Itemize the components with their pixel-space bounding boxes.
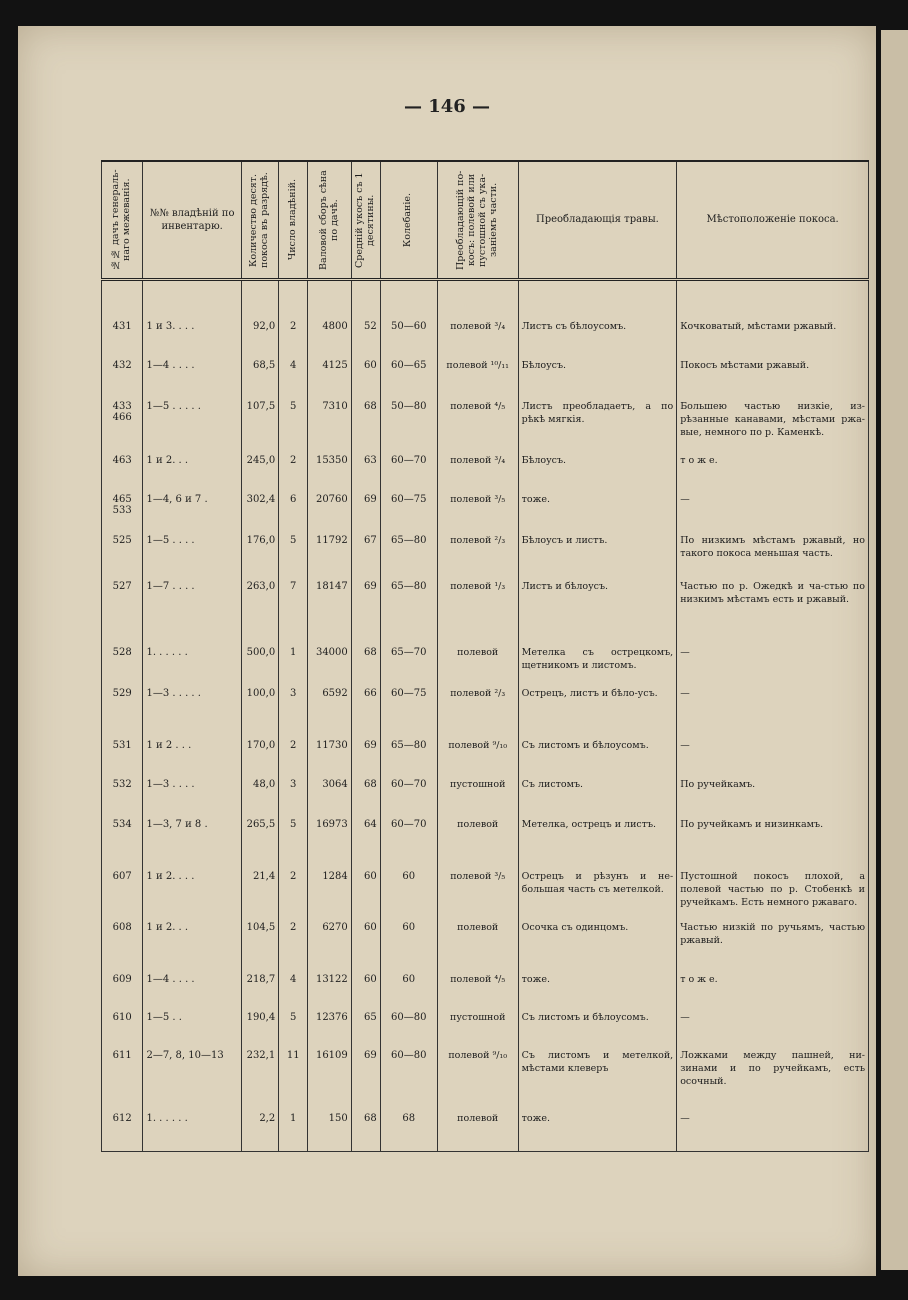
cell-dacha: 432 [102, 360, 143, 401]
cell-gross: 18147 [308, 581, 352, 647]
cell-grass: Съ листомъ. [518, 779, 677, 819]
cell-dacha: 527 [102, 581, 143, 647]
table-row [102, 688, 869, 740]
cell-grass: Листъ преобладаетъ, а по рѣкѣ мягкія. [518, 401, 677, 455]
cell-grass: Осочка съ одинцомъ. [518, 922, 677, 974]
cell-area: 68,5 [241, 360, 278, 401]
cell-range: 60—65 [380, 360, 437, 401]
cell-holdings: 1 и 2. . . [143, 455, 241, 494]
cell-meadow: полевой ³/₄ [437, 455, 518, 494]
cell-avg: 66 [351, 688, 380, 740]
header-range: Колебаніе. [380, 161, 437, 279]
cell-area: 263,0 [241, 581, 278, 647]
cell-avg: 68 [351, 779, 380, 819]
cell-area: 245,0 [241, 455, 278, 494]
cell-avg: 60 [351, 974, 380, 1012]
cell-location: — [677, 740, 869, 779]
cell-location: По низкимъ мѣстамъ ржавый, но такого покоса меньшая часть. [677, 535, 869, 581]
table-row [102, 279, 869, 360]
cell-range: 60—70 [380, 779, 437, 819]
cell-avg: 69 [351, 581, 380, 647]
table-row [102, 647, 869, 688]
cell-range: 65—80 [380, 535, 437, 581]
header-grass: Преобладающія травы. [518, 161, 677, 279]
cell-avg: 68 [351, 1113, 380, 1151]
cell-gross: 15350 [308, 455, 352, 494]
cell-area: 190,4 [241, 1012, 278, 1050]
cell-dacha: 525 [102, 535, 143, 581]
cell-range: 60—75 [380, 688, 437, 740]
cell-location: Покосъ мѣстами ржавый. [677, 360, 869, 401]
cell-meadow: полевой ³/₅ [437, 871, 518, 922]
cell-gross: 3064 [308, 779, 352, 819]
table-row [102, 1113, 869, 1151]
cell-gross: 12376 [308, 1012, 352, 1050]
cell-avg: 65 [351, 1012, 380, 1050]
cell-grass: Съ листомъ и бѣлоусомъ. [518, 1012, 677, 1050]
cell-meadow: полевой ³/₅ [437, 494, 518, 535]
cell-owners: 3 [279, 779, 308, 819]
cell-grass: тоже. [518, 494, 677, 535]
cell-dacha: 534 [102, 819, 143, 871]
cell-meadow: полевой ¹/₃ [437, 581, 518, 647]
cell-location: — [677, 1113, 869, 1151]
table-row [102, 535, 869, 581]
cell-owners: 1 [279, 1113, 308, 1151]
cell-holdings: 1. . . . . . [143, 1113, 241, 1151]
cell-holdings: 2—7, 8, 10—13 [143, 1050, 241, 1113]
cell-range: 60 [380, 974, 437, 1012]
cell-dacha: 611 [102, 1050, 143, 1113]
cell-avg: 69 [351, 1050, 380, 1113]
table-row [102, 581, 869, 647]
cell-holdings: 1 и 2. . . . [143, 871, 241, 922]
cell-gross: 6270 [308, 922, 352, 974]
cell-grass: Съ листомъ и бѣлоусомъ. [518, 740, 677, 779]
cell-holdings: 1. . . . . . [143, 647, 241, 688]
cell-holdings: 1—7 . . . . [143, 581, 241, 647]
cell-owners: 1 [279, 647, 308, 688]
cell-owners: 4 [279, 360, 308, 401]
cell-location: — [677, 647, 869, 688]
cell-location: По ручейкамъ и низинкамъ. [677, 819, 869, 871]
cell-owners: 2 [279, 922, 308, 974]
header-avg: Средній укосъ съ 1 десятины. [351, 161, 380, 279]
cell-range: 60—80 [380, 1050, 437, 1113]
cell-avg: 60 [351, 871, 380, 922]
cell-avg: 67 [351, 535, 380, 581]
cell-dacha: 463 [102, 455, 143, 494]
cell-owners: 2 [279, 871, 308, 922]
cell-grass: Бѣлоусъ и листъ. [518, 535, 677, 581]
cell-holdings: 1 и 2 . . . [143, 740, 241, 779]
cell-dacha: 431 [102, 279, 143, 360]
table-row [102, 1050, 869, 1113]
cell-grass: тоже. [518, 974, 677, 1012]
cell-meadow: полевой [437, 819, 518, 871]
cell-range: 60—75 [380, 494, 437, 535]
cell-grass: тоже. [518, 1113, 677, 1151]
cell-owners: 4 [279, 974, 308, 1012]
cell-owners: 2 [279, 279, 308, 360]
cell-gross: 4125 [308, 360, 352, 401]
cell-owners: 2 [279, 455, 308, 494]
cell-dacha: 531 [102, 740, 143, 779]
header-location: Мѣстоположеніе покоса. [677, 161, 869, 279]
cell-owners: 11 [279, 1050, 308, 1113]
cell-gross: 4800 [308, 279, 352, 360]
cell-owners: 5 [279, 535, 308, 581]
cell-location: Частью низкій по ручьямъ, частью ржавый. [677, 922, 869, 974]
cell-holdings: 1—3, 7 и 8 . [143, 819, 241, 871]
cell-location: Кочковатый, мѣстами ржавый. [677, 279, 869, 360]
cell-holdings: 1 и 3. . . . [143, 279, 241, 360]
cell-area: 21,4 [241, 871, 278, 922]
table-row [102, 401, 869, 455]
header-dacha: №№ дачъ генераль-наго межеванія. [102, 161, 143, 279]
hay-yield-table [101, 160, 869, 1152]
cell-area: 48,0 [241, 779, 278, 819]
cell-gross: 11730 [308, 740, 352, 779]
cell-gross: 34000 [308, 647, 352, 688]
cell-holdings: 1—4, 6 и 7 . [143, 494, 241, 535]
cell-grass: Бѣлоусъ. [518, 455, 677, 494]
next-page-edge [881, 30, 908, 1270]
cell-owners: 2 [279, 740, 308, 779]
cell-meadow: полевой ¹⁰/₁₁ [437, 360, 518, 401]
cell-area: 500,0 [241, 647, 278, 688]
cell-location: т о ж е. [677, 455, 869, 494]
cell-range: 60—70 [380, 819, 437, 871]
cell-dacha: 532 [102, 779, 143, 819]
cell-holdings: 1—5 . . . . . [143, 401, 241, 455]
table-row [102, 455, 869, 494]
cell-area: 302,4 [241, 494, 278, 535]
table-row [102, 779, 869, 819]
cell-location: — [677, 688, 869, 740]
cell-area: 170,0 [241, 740, 278, 779]
cell-holdings: 1—4 . . . . [143, 974, 241, 1012]
cell-range: 65—80 [380, 740, 437, 779]
book-page [18, 26, 876, 1276]
cell-range: 65—70 [380, 647, 437, 688]
cell-location: — [677, 1012, 869, 1050]
cell-owners: 3 [279, 688, 308, 740]
header-meadow: Преобладающій по-косъ: полевой или пустошной съ ука-заніемъ части. [437, 161, 518, 279]
cell-area: 265,5 [241, 819, 278, 871]
cell-range: 50—60 [380, 279, 437, 360]
cell-range: 60 [380, 871, 437, 922]
header-gross: Валовой сборъ сѣна по дачѣ. [308, 161, 352, 279]
cell-grass: Съ листомъ и метелкой, мѣстами клеверъ [518, 1050, 677, 1113]
cell-area: 218,7 [241, 974, 278, 1012]
cell-gross: 7310 [308, 401, 352, 455]
table-row [102, 871, 869, 922]
cell-holdings: 1—3 . . . . [143, 779, 241, 819]
table-row [102, 494, 869, 535]
cell-holdings: 1—5 . . [143, 1012, 241, 1050]
cell-dacha: 608 [102, 922, 143, 974]
cell-avg: 64 [351, 819, 380, 871]
cell-gross: 16109 [308, 1050, 352, 1113]
cell-meadow: пустошной [437, 779, 518, 819]
cell-grass: Листъ съ бѣлоусомъ. [518, 279, 677, 360]
cell-range: 60—80 [380, 1012, 437, 1050]
cell-area: 100,0 [241, 688, 278, 740]
cell-grass: Острецъ, листъ и бѣло-усъ. [518, 688, 677, 740]
cell-range: 68 [380, 1113, 437, 1151]
cell-area: 107,5 [241, 401, 278, 455]
cell-grass: Метелка съ острецкомъ, щетникомъ и листомъ. [518, 647, 677, 688]
table-row [102, 740, 869, 779]
table-row [102, 1012, 869, 1050]
cell-area: 232,1 [241, 1050, 278, 1113]
cell-holdings: 1—3 . . . . . [143, 688, 241, 740]
cell-location: Большею частью низкіе, из-рѣзанные канавами, мѣстами ржа-вые, немного по р. Каменкѣ. [677, 401, 869, 455]
cell-meadow: полевой ⁴/₅ [437, 401, 518, 455]
cell-dacha: 610 [102, 1012, 143, 1050]
cell-dacha: 609 [102, 974, 143, 1012]
cell-owners: 5 [279, 1012, 308, 1050]
cell-gross: 13122 [308, 974, 352, 1012]
header-owners: Число владѣній. [279, 161, 308, 279]
cell-owners: 7 [279, 581, 308, 647]
cell-meadow: полевой ²/₃ [437, 535, 518, 581]
cell-owners: 5 [279, 401, 308, 455]
cell-meadow: полевой ³/₄ [437, 279, 518, 360]
cell-meadow: полевой [437, 1113, 518, 1151]
cell-avg: 60 [351, 360, 380, 401]
cell-avg: 68 [351, 647, 380, 688]
cell-holdings: 1—4 . . . . [143, 360, 241, 401]
cell-avg: 69 [351, 494, 380, 535]
table-row [102, 974, 869, 1012]
cell-avg: 60 [351, 922, 380, 974]
cell-meadow: пустошной [437, 1012, 518, 1050]
cell-meadow: полевой [437, 647, 518, 688]
cell-dacha: 612 [102, 1113, 143, 1151]
cell-location: т о ж е. [677, 974, 869, 1012]
cell-location: Пустошной покосъ плохой, а полевой частью по р. Стобенкѣ и ручейкамъ. Есть немного ржаваго. [677, 871, 869, 922]
cell-dacha: 528 [102, 647, 143, 688]
cell-gross: 150 [308, 1113, 352, 1151]
cell-area: 176,0 [241, 535, 278, 581]
cell-area: 92,0 [241, 279, 278, 360]
page-number: — 146 — [403, 96, 491, 117]
cell-avg: 69 [351, 740, 380, 779]
cell-grass: Острецъ и рѣзунъ и не-большая часть съ метелкой. [518, 871, 677, 922]
header-area: Количество десят. покоса въ разрядѣ. [241, 161, 278, 279]
cell-meadow: полевой [437, 922, 518, 974]
cell-owners: 5 [279, 819, 308, 871]
cell-avg: 63 [351, 455, 380, 494]
cell-grass: Метелка, острецъ и листъ. [518, 819, 677, 871]
cell-area: 2,2 [241, 1113, 278, 1151]
cell-holdings: 1 и 2. . . [143, 922, 241, 974]
cell-location: Ложками между пашней, ни-зинами и по ручейкамъ, есть осочный. [677, 1050, 869, 1113]
cell-dacha: 607 [102, 871, 143, 922]
cell-area: 104,5 [241, 922, 278, 974]
cell-dacha: 433 466 [102, 401, 143, 455]
cell-location: Частью по р. Ожедкѣ и ча-стью по низкимъ мѣстамъ есть и ржавый. [677, 581, 869, 647]
header-row [102, 161, 869, 279]
cell-meadow: полевой ²/₃ [437, 688, 518, 740]
cell-dacha: 465 533 [102, 494, 143, 535]
cell-gross: 6592 [308, 688, 352, 740]
cell-range: 65—80 [380, 581, 437, 647]
cell-meadow: полевой ⁹/₁₀ [437, 1050, 518, 1113]
header-holdings: №№ владѣній по инвентарю. [143, 161, 241, 279]
table-row [102, 819, 869, 871]
cell-avg: 52 [351, 279, 380, 360]
cell-holdings: 1—5 . . . . [143, 535, 241, 581]
cell-location: — [677, 494, 869, 535]
cell-range: 60 [380, 922, 437, 974]
cell-range: 60—70 [380, 455, 437, 494]
cell-owners: 6 [279, 494, 308, 535]
cell-grass: Бѣлоусъ. [518, 360, 677, 401]
cell-gross: 1284 [308, 871, 352, 922]
cell-grass: Листъ и бѣлоусъ. [518, 581, 677, 647]
cell-gross: 20760 [308, 494, 352, 535]
cell-range: 50—80 [380, 401, 437, 455]
cell-meadow: полевой ⁹/₁₀ [437, 740, 518, 779]
table-row [102, 922, 869, 974]
cell-gross: 16973 [308, 819, 352, 871]
cell-meadow: полевой ⁴/₅ [437, 974, 518, 1012]
table-row [102, 360, 869, 401]
cell-dacha: 529 [102, 688, 143, 740]
cell-gross: 11792 [308, 535, 352, 581]
cell-avg: 68 [351, 401, 380, 455]
cell-location: По ручейкамъ. [677, 779, 869, 819]
